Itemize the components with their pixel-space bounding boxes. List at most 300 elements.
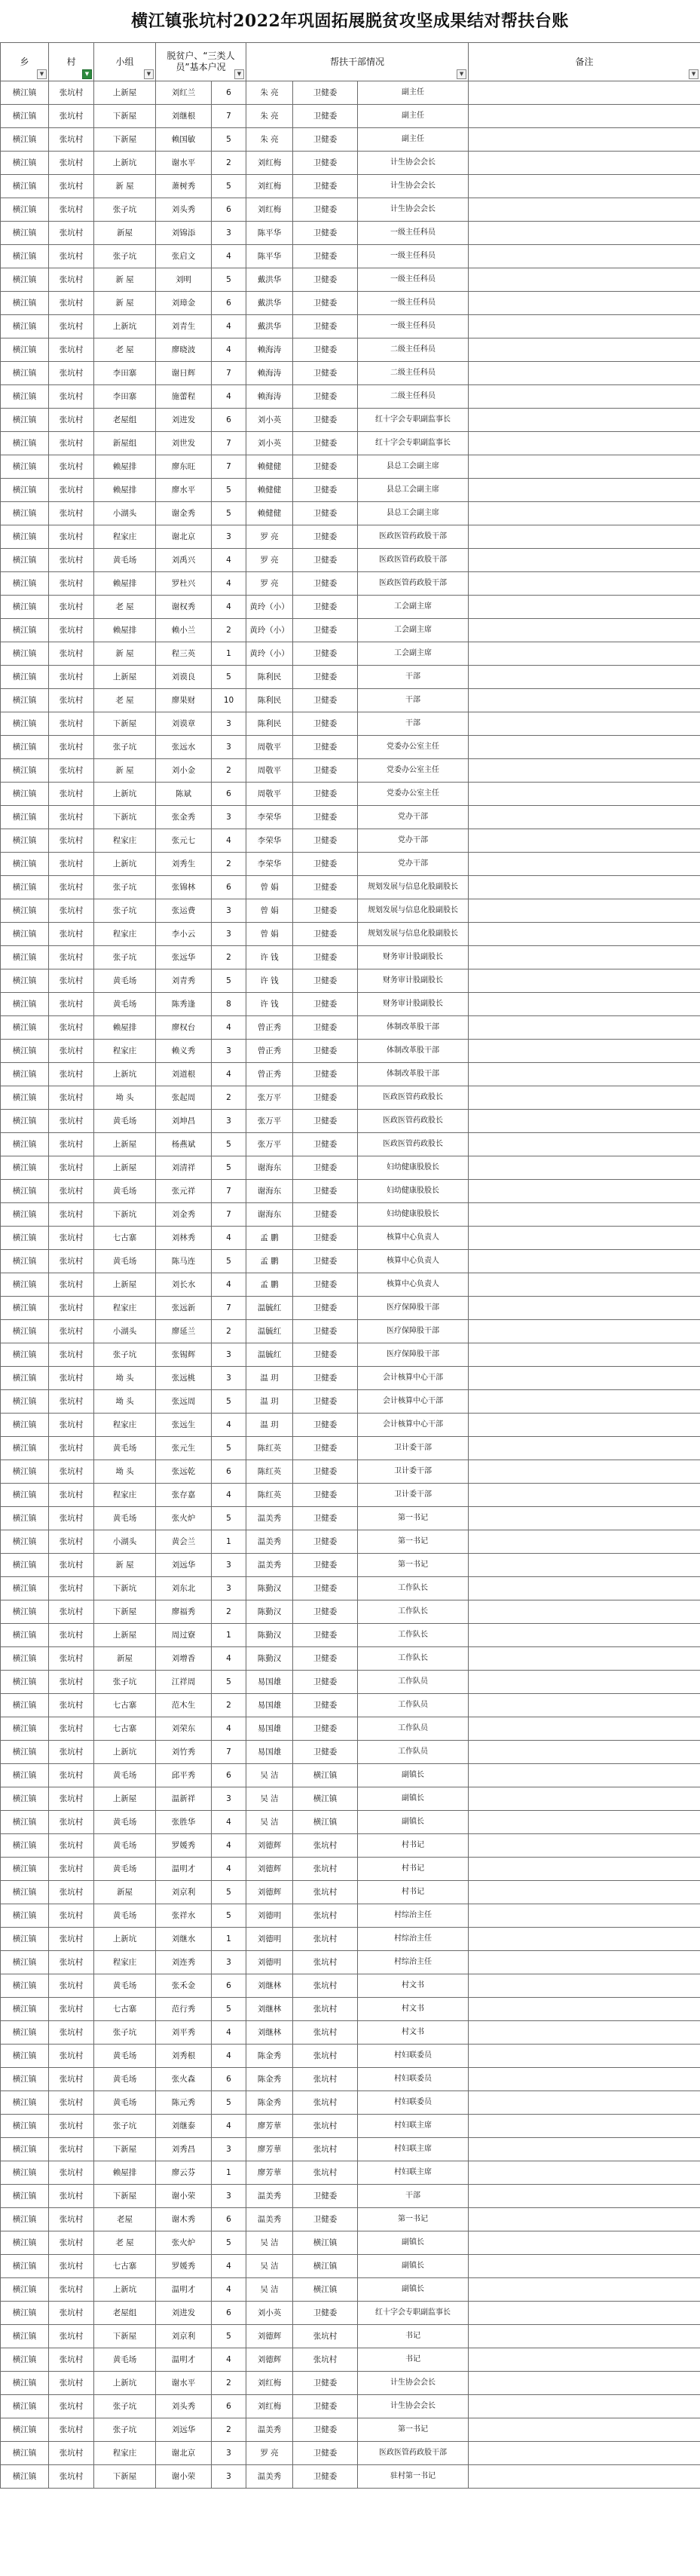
cell-household-count: 2 — [212, 152, 246, 175]
cell-township: 横江镇 — [1, 152, 49, 175]
cell-helper-unit: 卫健委 — [293, 502, 358, 525]
cell-remarks — [469, 829, 700, 853]
table-row — [1, 479, 700, 502]
cell-household-name: 赖国敏 — [156, 128, 212, 152]
cell-village: 张坑村 — [49, 572, 94, 596]
cell-helper-name: 吴 洁 — [246, 1764, 293, 1787]
cell-household-name: 罗媛秀 — [156, 2255, 212, 2278]
cell-township: 横江镇 — [1, 1414, 49, 1437]
cell-household-name: 张锦林 — [156, 876, 212, 899]
cell-household-name: 谢权秀 — [156, 596, 212, 619]
cell-household-name: 刘清祥 — [156, 1156, 212, 1180]
cell-group: 下新屋 — [94, 712, 156, 736]
cell-helper-position: 副镇长 — [358, 2278, 469, 2302]
cell-helper-unit: 卫健委 — [293, 666, 358, 689]
cell-helper-name: 周敬平 — [246, 759, 293, 783]
cell-household-count: 5 — [212, 1156, 246, 1180]
cell-helper-unit: 张坑村 — [293, 1928, 358, 1951]
table-row — [1, 2161, 700, 2185]
filter-dropdown-icon[interactable]: ▼ — [144, 69, 154, 79]
cell-household-count: 2 — [212, 2418, 246, 2442]
cell-village: 张坑村 — [49, 245, 94, 268]
cell-helper-name: 张万平 — [246, 1133, 293, 1156]
table-row — [1, 899, 700, 923]
cell-remarks — [469, 128, 700, 152]
cell-township: 横江镇 — [1, 642, 49, 666]
cell-township: 横江镇 — [1, 2302, 49, 2325]
table-row — [1, 1086, 700, 1110]
cell-helper-name: 许 钱 — [246, 946, 293, 969]
cell-group: 上新坑 — [94, 315, 156, 338]
cell-helper-position: 医疗保障股干部 — [358, 1297, 469, 1320]
cell-household-count: 5 — [212, 2091, 246, 2115]
table-row — [1, 783, 700, 806]
cell-township: 横江镇 — [1, 2442, 49, 2465]
cell-household-count: 2 — [212, 946, 246, 969]
cell-helper-position: 医疗保障股干部 — [358, 1343, 469, 1367]
cell-helper-position: 计生协会会长 — [358, 175, 469, 198]
table-row — [1, 596, 700, 619]
cell-household-count: 4 — [212, 2278, 246, 2302]
filter-dropdown-icon[interactable]: ▼ — [234, 69, 244, 79]
cell-helper-position: 规划发展与信息化股副股长 — [358, 899, 469, 923]
cell-helper-position: 体制改革股干部 — [358, 1063, 469, 1086]
cell-village: 张坑村 — [49, 2021, 94, 2045]
cell-helper-unit: 卫健委 — [293, 222, 358, 245]
cell-helper-unit: 卫健委 — [293, 152, 358, 175]
cell-helper-unit: 卫健委 — [293, 853, 358, 876]
cell-remarks — [469, 806, 700, 829]
cell-remarks — [469, 1437, 700, 1460]
cell-helper-name: 曾正秀 — [246, 1040, 293, 1063]
cell-helper-unit: 张坑村 — [293, 1858, 358, 1881]
cell-household-name: 温明才 — [156, 2278, 212, 2302]
cell-household-count: 5 — [212, 175, 246, 198]
cell-village: 张坑村 — [49, 2418, 94, 2442]
cell-household-name: 谢木秀 — [156, 2208, 212, 2231]
cell-helper-unit: 卫健委 — [293, 362, 358, 385]
cell-helper-position: 第一书记 — [358, 2208, 469, 2231]
cell-village: 张坑村 — [49, 923, 94, 946]
cell-helper-unit: 卫健委 — [293, 1227, 358, 1250]
cell-group: 七古寨 — [94, 1694, 156, 1717]
cell-helper-unit: 卫健委 — [293, 1717, 358, 1741]
active-filter-icon[interactable]: ▼ — [82, 69, 92, 79]
cell-township: 横江镇 — [1, 1343, 49, 1367]
cell-group: 黄毛场 — [94, 969, 156, 993]
cell-group: 赖屋排 — [94, 572, 156, 596]
cell-helper-position: 工作队员 — [358, 1694, 469, 1717]
cell-village: 张坑村 — [49, 1273, 94, 1297]
cell-household-name: 刘头秀 — [156, 198, 212, 222]
cell-remarks — [469, 1367, 700, 1390]
cell-group: 下新屋 — [94, 2465, 156, 2489]
cell-helper-name: 温美秀 — [246, 1554, 293, 1577]
cell-village: 张坑村 — [49, 2208, 94, 2231]
cell-household-name: 刘继泰 — [156, 2115, 212, 2138]
cell-helper-unit: 卫健委 — [293, 1694, 358, 1717]
cell-helper-position: 工作队员 — [358, 1717, 469, 1741]
table-row — [1, 2348, 700, 2372]
cell-household-count: 6 — [212, 2208, 246, 2231]
cell-remarks — [469, 1297, 700, 1320]
cell-township: 横江镇 — [1, 2395, 49, 2418]
cell-helper-position: 书记 — [358, 2348, 469, 2372]
cell-group: 上新坑 — [94, 1928, 156, 1951]
cell-helper-name: 温毓红 — [246, 1297, 293, 1320]
table-row — [1, 385, 700, 409]
cell-township: 横江镇 — [1, 338, 49, 362]
cell-helper-position: 医政医管药政股干部 — [358, 2442, 469, 2465]
cell-township: 横江镇 — [1, 2325, 49, 2348]
cell-household-name: 赖义秀 — [156, 1040, 212, 1063]
cell-township: 横江镇 — [1, 853, 49, 876]
cell-remarks — [469, 1974, 700, 1998]
cell-helper-unit: 卫健委 — [293, 712, 358, 736]
cell-household-count: 1 — [212, 1530, 246, 1554]
cell-household-count: 5 — [212, 2325, 246, 2348]
cell-helper-unit: 卫健委 — [293, 759, 358, 783]
cell-household-name: 张运费 — [156, 899, 212, 923]
cell-group: 下新屋 — [94, 1600, 156, 1624]
filter-dropdown-icon[interactable]: ▼ — [689, 69, 698, 79]
cell-group: 张子坑 — [94, 1671, 156, 1694]
cell-village: 张坑村 — [49, 969, 94, 993]
cell-remarks — [469, 1110, 700, 1133]
table-row — [1, 1297, 700, 1320]
cell-group: 上新坑 — [94, 853, 156, 876]
cell-township: 横江镇 — [1, 1367, 49, 1390]
cell-household-name: 谢小荣 — [156, 2465, 212, 2489]
cell-remarks — [469, 1530, 700, 1554]
cell-helper-name: 刘红梅 — [246, 152, 293, 175]
cell-village: 张坑村 — [49, 338, 94, 362]
cell-household-name: 刘进发 — [156, 2302, 212, 2325]
cell-helper-position: 县总工会副主席 — [358, 502, 469, 525]
cell-household-name: 张元祥 — [156, 1180, 212, 1203]
cell-village: 张坑村 — [49, 1250, 94, 1273]
cell-township: 横江镇 — [1, 525, 49, 549]
cell-helper-name: 周敬平 — [246, 736, 293, 759]
cell-helper-position: 副镇长 — [358, 2231, 469, 2255]
cell-village: 张坑村 — [49, 2161, 94, 2185]
cell-group: 程家庄 — [94, 1040, 156, 1063]
cell-helper-unit: 卫健委 — [293, 876, 358, 899]
cell-household-name: 谢北京 — [156, 2442, 212, 2465]
cell-helper-unit: 卫健委 — [293, 1437, 358, 1460]
cell-household-name: 张祥水 — [156, 1904, 212, 1928]
cell-household-name: 刘荣东 — [156, 1717, 212, 1741]
cell-helper-name: 罗 亮 — [246, 2442, 293, 2465]
cell-helper-unit: 横江镇 — [293, 2278, 358, 2302]
cell-household-name: 谢水平 — [156, 2372, 212, 2395]
cell-township: 横江镇 — [1, 222, 49, 245]
cell-village: 张坑村 — [49, 2395, 94, 2418]
cell-group: 黄毛场 — [94, 2348, 156, 2372]
cell-township: 横江镇 — [1, 1554, 49, 1577]
cell-remarks — [469, 1063, 700, 1086]
cell-household-name: 李小云 — [156, 923, 212, 946]
table-row — [1, 572, 700, 596]
table-row — [1, 175, 700, 198]
cell-remarks — [469, 759, 700, 783]
cell-township: 横江镇 — [1, 2115, 49, 2138]
cell-township: 横江镇 — [1, 479, 49, 502]
cell-household-count: 4 — [212, 1484, 246, 1507]
cell-helper-unit: 卫健委 — [293, 1741, 358, 1764]
cell-remarks — [469, 2325, 700, 2348]
cell-helper-position: 会计核算中心干部 — [358, 1390, 469, 1414]
cell-remarks — [469, 1928, 700, 1951]
cell-household-count: 1 — [212, 642, 246, 666]
cell-remarks — [469, 1904, 700, 1928]
cell-household-count: 3 — [212, 2185, 246, 2208]
cell-helper-position: 会计核算中心干部 — [358, 1414, 469, 1437]
cell-household-count: 6 — [212, 1974, 246, 1998]
cell-helper-position: 村书记 — [358, 1858, 469, 1881]
cell-group: 上新屋 — [94, 1156, 156, 1180]
cell-helper-position: 副镇长 — [358, 1811, 469, 1834]
cell-helper-name: 温毓红 — [246, 1343, 293, 1367]
cell-helper-name: 刘德辉 — [246, 1834, 293, 1858]
table-body — [1, 81, 700, 2489]
cell-helper-position: 党办干部 — [358, 806, 469, 829]
cell-helper-position: 村妇联主席 — [358, 2115, 469, 2138]
cell-remarks — [469, 689, 700, 712]
cell-remarks — [469, 1414, 700, 1437]
cell-township: 横江镇 — [1, 2068, 49, 2091]
cell-household-name: 张启文 — [156, 245, 212, 268]
cell-township: 横江镇 — [1, 1203, 49, 1227]
cell-helper-name: 曾正秀 — [246, 1063, 293, 1086]
cell-helper-unit: 卫健委 — [293, 2302, 358, 2325]
cell-helper-unit: 横江镇 — [293, 2255, 358, 2278]
cell-helper-position: 第一书记 — [358, 1507, 469, 1530]
cell-helper-position: 一级主任科员 — [358, 222, 469, 245]
cell-group: 上新屋 — [94, 81, 156, 105]
cell-household-count: 4 — [212, 385, 246, 409]
cell-helper-unit: 卫健委 — [293, 432, 358, 455]
cell-township: 横江镇 — [1, 81, 49, 105]
col-header-group — [94, 43, 156, 81]
cell-helper-position: 红十字会专职副监事长 — [358, 2302, 469, 2325]
cell-helper-position: 妇幼健康股股长 — [358, 1203, 469, 1227]
cell-helper-name: 易国雄 — [246, 1671, 293, 1694]
cell-helper-position: 医政医管药政股长 — [358, 1086, 469, 1110]
cell-household-name: 陈元秀 — [156, 2091, 212, 2115]
cell-household-count: 4 — [212, 572, 246, 596]
cell-township: 横江镇 — [1, 1156, 49, 1180]
cell-helper-position: 工作队长 — [358, 1647, 469, 1671]
cell-helper-name: 陈红英 — [246, 1484, 293, 1507]
cell-group: 上新坑 — [94, 152, 156, 175]
cell-group: 下新屋 — [94, 2325, 156, 2348]
cell-household-count: 3 — [212, 923, 246, 946]
cell-helper-name: 刘德辉 — [246, 1858, 293, 1881]
cell-helper-unit: 卫健委 — [293, 315, 358, 338]
cell-village: 张坑村 — [49, 2372, 94, 2395]
cell-township: 横江镇 — [1, 1787, 49, 1811]
table-row — [1, 689, 700, 712]
cell-helper-position: 党办干部 — [358, 829, 469, 853]
cell-group: 黄毛场 — [94, 1834, 156, 1858]
cell-village: 张坑村 — [49, 2068, 94, 2091]
cell-township: 横江镇 — [1, 292, 49, 315]
cell-remarks — [469, 152, 700, 175]
cell-household-name: 廖果财 — [156, 689, 212, 712]
cell-helper-name: 吴 洁 — [246, 2231, 293, 2255]
cell-helper-unit: 卫健委 — [293, 1273, 358, 1297]
cell-township: 横江镇 — [1, 268, 49, 292]
cell-household-name: 谢日辉 — [156, 362, 212, 385]
cell-household-name: 张禾金 — [156, 1974, 212, 1998]
cell-helper-name: 吴 洁 — [246, 1787, 293, 1811]
cell-household-count: 3 — [212, 1110, 246, 1133]
cell-household-count: 3 — [212, 1367, 246, 1390]
table-row — [1, 1016, 700, 1040]
cell-village: 张坑村 — [49, 315, 94, 338]
cell-helper-position: 村妇联委员 — [358, 2068, 469, 2091]
cell-group: 赖屋排 — [94, 2161, 156, 2185]
cell-helper-name: 刘德辉 — [246, 1881, 293, 1904]
cell-helper-name: 陈利民 — [246, 712, 293, 736]
table-row — [1, 1694, 700, 1717]
table-row — [1, 1834, 700, 1858]
cell-group: 老 屋 — [94, 689, 156, 712]
cell-group: 李田寨 — [94, 362, 156, 385]
cell-household-name: 刘小金 — [156, 759, 212, 783]
cell-helper-position: 医政医管药政股干部 — [358, 572, 469, 596]
cell-household-count: 6 — [212, 198, 246, 222]
cell-township: 横江镇 — [1, 1881, 49, 1904]
cell-helper-position: 核算中心负责人 — [358, 1273, 469, 1297]
cell-household-count: 5 — [212, 268, 246, 292]
cell-household-name: 刘秀昌 — [156, 2138, 212, 2161]
cell-household-count: 6 — [212, 783, 246, 806]
cell-household-name: 赖小兰 — [156, 619, 212, 642]
cell-group: 下新屋 — [94, 2138, 156, 2161]
cell-township: 横江镇 — [1, 2348, 49, 2372]
cell-village: 张坑村 — [49, 2442, 94, 2465]
table-row — [1, 829, 700, 853]
cell-township: 横江镇 — [1, 2465, 49, 2489]
cell-group: 赖屋排 — [94, 619, 156, 642]
cell-remarks — [469, 642, 700, 666]
cell-group: 张子坑 — [94, 899, 156, 923]
cell-remarks — [469, 946, 700, 969]
cell-household-name: 张元七 — [156, 829, 212, 853]
cell-group: 黄毛场 — [94, 2091, 156, 2115]
cell-village: 张坑村 — [49, 362, 94, 385]
cell-helper-name: 温美秀 — [246, 2208, 293, 2231]
cell-helper-position: 村妇联主席 — [358, 2138, 469, 2161]
cell-remarks — [469, 2442, 700, 2465]
table-row — [1, 666, 700, 689]
cell-remarks — [469, 362, 700, 385]
cell-remarks — [469, 993, 700, 1016]
cell-household-count: 6 — [212, 81, 246, 105]
cell-household-count: 3 — [212, 1787, 246, 1811]
cell-group: 老屋 — [94, 2208, 156, 2231]
cell-household-count: 5 — [212, 1671, 246, 1694]
cell-group: 上新坑 — [94, 2372, 156, 2395]
cell-helper-position: 计生协会会长 — [358, 2372, 469, 2395]
cell-village: 张坑村 — [49, 1974, 94, 1998]
cell-helper-name: 罗 亮 — [246, 572, 293, 596]
cell-helper-unit: 卫健委 — [293, 525, 358, 549]
cell-village: 张坑村 — [49, 1717, 94, 1741]
table-row — [1, 1671, 700, 1694]
cell-household-name: 张元生 — [156, 1437, 212, 1460]
cell-group: 下新坑 — [94, 806, 156, 829]
cell-helper-name: 陈勤汉 — [246, 1577, 293, 1600]
cell-helper-unit: 张坑村 — [293, 2138, 358, 2161]
cell-group: 下新屋 — [94, 2185, 156, 2208]
cell-helper-name: 刘小英 — [246, 2302, 293, 2325]
table-row — [1, 1717, 700, 1741]
cell-helper-name: 朱 亮 — [246, 81, 293, 105]
cell-household-count: 5 — [212, 1904, 246, 1928]
cell-remarks — [469, 1460, 700, 1484]
cell-group: 黄毛场 — [94, 549, 156, 572]
table-row — [1, 1390, 700, 1414]
cell-village: 张坑村 — [49, 783, 94, 806]
cell-group: 张子坑 — [94, 2021, 156, 2045]
cell-helper-name: 孟 鹏 — [246, 1250, 293, 1273]
filter-dropdown-icon[interactable]: ▼ — [37, 69, 47, 79]
page-title: 横江镇张坑村2022年巩固拓展脱贫攻坚成果结对帮扶台账 — [131, 11, 569, 31]
cell-township: 横江镇 — [1, 175, 49, 198]
cell-remarks — [469, 969, 700, 993]
cell-helper-unit: 卫健委 — [293, 1460, 358, 1484]
cell-household-count: 2 — [212, 2372, 246, 2395]
table-row — [1, 2465, 700, 2489]
cell-remarks — [469, 105, 700, 128]
cell-household-count: 5 — [212, 2231, 246, 2255]
table-row — [1, 923, 700, 946]
cell-remarks — [469, 2395, 700, 2418]
cell-township: 横江镇 — [1, 128, 49, 152]
cell-helper-name: 罗 亮 — [246, 525, 293, 549]
table-row — [1, 1998, 700, 2021]
cell-township: 横江镇 — [1, 923, 49, 946]
cell-township: 横江镇 — [1, 1016, 49, 1040]
cell-helper-name: 吴 洁 — [246, 1811, 293, 1834]
cell-helper-name: 刘小英 — [246, 409, 293, 432]
cell-household-count: 7 — [212, 455, 246, 479]
cell-helper-position: 一级主任科员 — [358, 292, 469, 315]
cell-household-name: 刘继水 — [156, 1928, 212, 1951]
cell-helper-name: 刘继林 — [246, 2021, 293, 2045]
col-header-group-label: 小组 — [115, 56, 134, 67]
cell-remarks — [469, 455, 700, 479]
cell-household-count: 4 — [212, 596, 246, 619]
cell-township: 横江镇 — [1, 432, 49, 455]
cell-household-name: 刘竹秀 — [156, 1741, 212, 1764]
cell-remarks — [469, 1694, 700, 1717]
cell-township: 横江镇 — [1, 1998, 49, 2021]
cell-group: 老 屋 — [94, 338, 156, 362]
cell-group: 坳 头 — [94, 1086, 156, 1110]
filter-dropdown-icon[interactable]: ▼ — [457, 69, 466, 79]
col-header-township-label: 乡 — [20, 56, 29, 67]
cell-township: 横江镇 — [1, 619, 49, 642]
cell-household-name: 谢金秀 — [156, 502, 212, 525]
cell-helper-position: 医疗保障股干部 — [358, 1320, 469, 1343]
cell-household-name: 温新祥 — [156, 1787, 212, 1811]
cell-helper-name: 廖芳華 — [246, 2138, 293, 2161]
cell-helper-unit: 卫健委 — [293, 1484, 358, 1507]
